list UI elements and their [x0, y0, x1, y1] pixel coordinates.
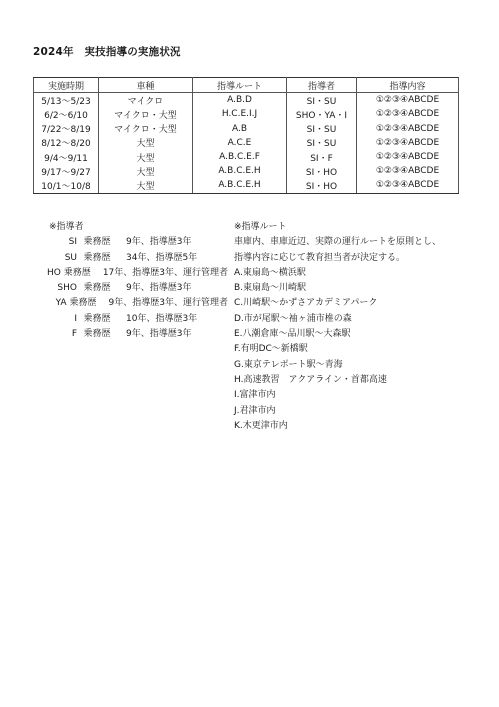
instructor-entry	[33, 251, 228, 266]
instructor-code: SHO	[57, 283, 77, 294]
instructor-code: I	[74, 313, 77, 324]
training-schedule-table	[33, 77, 459, 194]
instructor-cell: SI・HO	[287, 164, 357, 178]
instructor-role: 乗務歴	[83, 237, 111, 248]
route-cell: H.C.E.I.J	[193, 107, 287, 121]
period-cell: 8/12〜8/20	[34, 136, 99, 150]
route-cell: A.B	[193, 122, 287, 136]
vehicle-cell: 大型	[99, 136, 193, 150]
vehicle-cell: マイクロ・大型	[99, 107, 193, 121]
period-cell: 5/13〜5/23	[34, 93, 99, 108]
instructor-role: 乗務歴	[83, 283, 111, 294]
instructor-cell: SI・HO	[287, 178, 357, 193]
vehicle-cell: 大型	[99, 164, 193, 178]
route-description-line: 車庫内、車庫近辺、実際の運行ルートを原則とし、	[234, 237, 442, 248]
route-item: H.高速教習 アクアライン・首都高速	[234, 374, 387, 385]
instructor-history: 10年、指導歴3年	[126, 313, 198, 324]
instructor-role: 乗務歴	[83, 329, 111, 340]
route-cell: A.B.C.E.H	[193, 164, 287, 178]
content-cell: ①②③④ABCDE	[357, 122, 459, 136]
route-item: G.東京テレポート駅〜青海	[234, 359, 343, 370]
route-item: A.東扇島〜横浜駅	[234, 267, 306, 278]
table-row	[34, 150, 459, 164]
route-item: K.木更津市内	[234, 420, 288, 431]
route-description-line: 指導内容に応じて教育担当者が決定する。	[234, 252, 406, 263]
route-cell: A.B.C.E.F	[193, 150, 287, 164]
route-item: D.市が尾駅〜袖ヶ浦市椎の森	[234, 313, 352, 324]
instructor-code: SI	[68, 237, 77, 248]
header-route: 指導ルート	[193, 78, 287, 93]
instructor-cell: SHO・YA・I	[287, 107, 357, 121]
vehicle-cell: 大型	[99, 150, 193, 164]
header-instructor: 指導者	[287, 78, 357, 93]
instructor-entry	[33, 235, 228, 250]
content-cell: ①②③④ABCDE	[357, 178, 459, 193]
table-row	[34, 122, 459, 136]
route-cell: A.C.E	[193, 136, 287, 150]
route-notes	[234, 220, 474, 434]
instructor-cell: SI・SU	[287, 122, 357, 136]
route-item: C.川崎駅〜かずさアカデミアパーク	[234, 298, 378, 309]
instructor-history: 34年、指導歴5年	[126, 252, 198, 263]
route-item: I.富津市内	[234, 390, 276, 401]
period-cell: 7/22〜8/19	[34, 122, 99, 136]
period-cell: 10/1〜10/8	[34, 178, 99, 193]
instructor-role: 乗務歴	[83, 313, 111, 324]
instructor-entry	[33, 327, 228, 342]
table-row	[34, 164, 459, 178]
instructor-history: 9年、指導歴3年	[126, 237, 192, 248]
vehicle-cell: マイクロ	[99, 93, 193, 108]
instructor-role: 乗務歴	[69, 298, 97, 309]
instructor-entry	[33, 296, 228, 311]
route-item: J.君津市内	[234, 405, 276, 416]
period-cell: 9/17〜9/27	[34, 164, 99, 178]
instructor-history: 17年、指導歴3年、運行管理者	[102, 267, 228, 278]
instructor-role: 乗務歴	[63, 267, 91, 278]
content-cell: ①②③④ABCDE	[357, 136, 459, 150]
table-row	[34, 107, 459, 121]
instructor-notes-heading: ※指導者	[49, 222, 84, 232]
instructor-history: 9年、指導歴3年	[126, 283, 192, 294]
route-notes-heading: ※指導ルート	[234, 222, 287, 232]
instructor-code: SU	[64, 252, 77, 263]
instructor-notes	[33, 220, 228, 342]
header-vehicle-type: 車種	[99, 78, 193, 93]
table-row	[34, 136, 459, 150]
instructor-entry	[33, 266, 228, 281]
table-header-row	[34, 78, 459, 93]
instructor-entry	[33, 312, 228, 327]
instructor-cell: SI・F	[287, 150, 357, 164]
page-title: 2024年 実技指導の実施状況	[33, 46, 181, 58]
table-row	[34, 178, 459, 193]
content-cell: ①②③④ABCDE	[357, 164, 459, 178]
instructor-entry	[33, 281, 228, 296]
instructor-role: 乗務歴	[83, 252, 111, 263]
content-cell: ①②③④ABCDE	[357, 107, 459, 121]
vehicle-cell: マイクロ・大型	[99, 122, 193, 136]
instructor-code: HO	[46, 267, 61, 278]
instructor-code: YA	[55, 298, 67, 309]
instructor-history: 9年、指導歴3年、運行管理者	[108, 298, 228, 309]
header-content: 指導内容	[357, 78, 459, 93]
table-row	[34, 93, 459, 108]
period-cell: 9/4〜9/11	[34, 150, 99, 164]
route-item: F.有明DC〜新橋駅	[234, 344, 308, 355]
route-cell: A.B.C.E.H	[193, 178, 287, 193]
content-cell: ①②③④ABCDE	[357, 150, 459, 164]
route-item: E.八潮倉庫〜品川駅〜大森駅	[234, 329, 351, 340]
header-period: 実施時期	[34, 78, 99, 93]
instructor-history: 9年、指導歴3年	[126, 329, 192, 340]
route-item: B.東扇島〜川崎駅	[234, 283, 307, 294]
content-cell: ①②③④ABCDE	[357, 93, 459, 108]
vehicle-cell: 大型	[99, 178, 193, 193]
period-cell: 6/2〜6/10	[34, 107, 99, 121]
instructor-cell: SI・SU	[287, 93, 357, 108]
instructor-code: F	[71, 329, 77, 340]
route-cell: A.B.D	[193, 93, 287, 108]
instructor-cell: SI・SU	[287, 136, 357, 150]
